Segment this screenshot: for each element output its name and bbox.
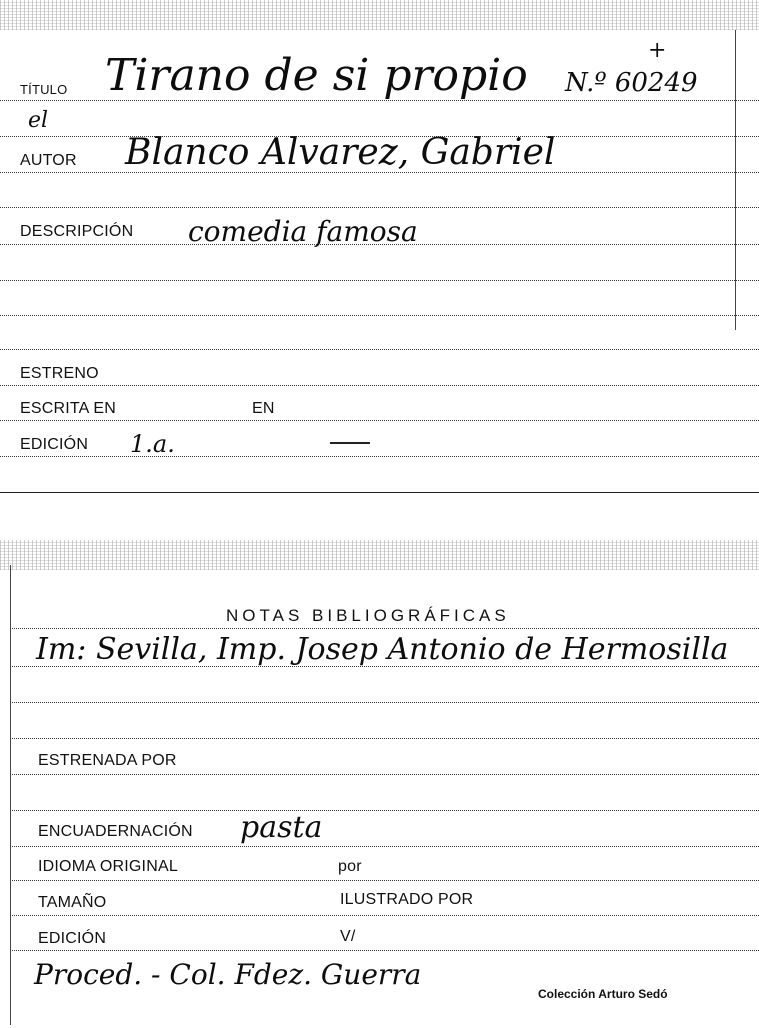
- scan-noise-edge: [0, 0, 759, 30]
- handwritten-title: Tirano de si propio: [105, 50, 528, 101]
- label-en: EN: [252, 400, 275, 417]
- rule: [12, 915, 759, 916]
- handwritten-description: comedia famosa: [188, 215, 418, 248]
- handwritten-article: el: [28, 108, 49, 133]
- rule: [0, 349, 759, 350]
- label-encuadernacion: ENCUADERNACIÓN: [38, 823, 193, 840]
- rule: [12, 738, 759, 739]
- rule: [12, 702, 759, 703]
- catalog-card-top: [0, 0, 759, 495]
- label-ilustrado-por: ILUSTRADO POR: [340, 891, 474, 908]
- label-titulo: TÍTULO: [20, 82, 68, 97]
- label-idioma-original: IDIOMA ORIGINAL: [38, 858, 178, 875]
- rule: [12, 950, 759, 951]
- rule: [12, 846, 759, 847]
- label-por: por: [338, 858, 362, 875]
- label-v: V/: [340, 928, 356, 945]
- label-estreno: ESTRENO: [20, 365, 99, 382]
- rule: [0, 456, 759, 457]
- label-escrita-en: ESCRITA EN: [20, 400, 116, 417]
- handwritten-provenance: Proced. - Col. Fdez. Guerra: [34, 958, 422, 991]
- rule: [0, 385, 759, 386]
- handwritten-notes: Im: Sevilla, Imp. Josep Antonio de Hermosilla: [36, 632, 729, 667]
- rule: [0, 280, 759, 281]
- handwritten-edition: 1.a.: [130, 430, 175, 458]
- rule: [0, 207, 759, 208]
- collection-credit: Colección Arturo Sedó: [538, 987, 668, 1001]
- label-estrenada-por: ESTRENADA POR: [38, 752, 177, 769]
- handwritten-dash: [330, 442, 370, 444]
- label-edicion: EDICIÓN: [20, 436, 89, 453]
- handwritten-author: Blanco Alvarez, Gabriel: [125, 132, 556, 173]
- label-descripcion: DESCRIPCIÓN: [20, 223, 134, 240]
- label-tamano: TAMAÑO: [38, 894, 107, 911]
- rule: [12, 628, 759, 629]
- rule: [12, 810, 759, 811]
- notes-heading: NOTAS BIBLIOGRÁFICAS: [226, 606, 510, 625]
- card-edge: [10, 565, 11, 1025]
- label-edicion: EDICIÓN: [38, 930, 107, 947]
- card-edge: [735, 30, 736, 330]
- handwritten-binding: pasta: [240, 810, 323, 845]
- catalog-card-bottom: [0, 540, 759, 1028]
- rule: [0, 420, 759, 421]
- card-bottom-edge: [0, 492, 759, 493]
- scan-noise-edge: [0, 540, 759, 570]
- handwritten-cross-mark: +: [648, 38, 667, 63]
- handwritten-title-number: N.º 60249: [565, 68, 698, 98]
- rule: [12, 774, 759, 775]
- label-autor: AUTOR: [20, 152, 77, 169]
- rule: [0, 315, 759, 316]
- rule: [12, 880, 759, 881]
